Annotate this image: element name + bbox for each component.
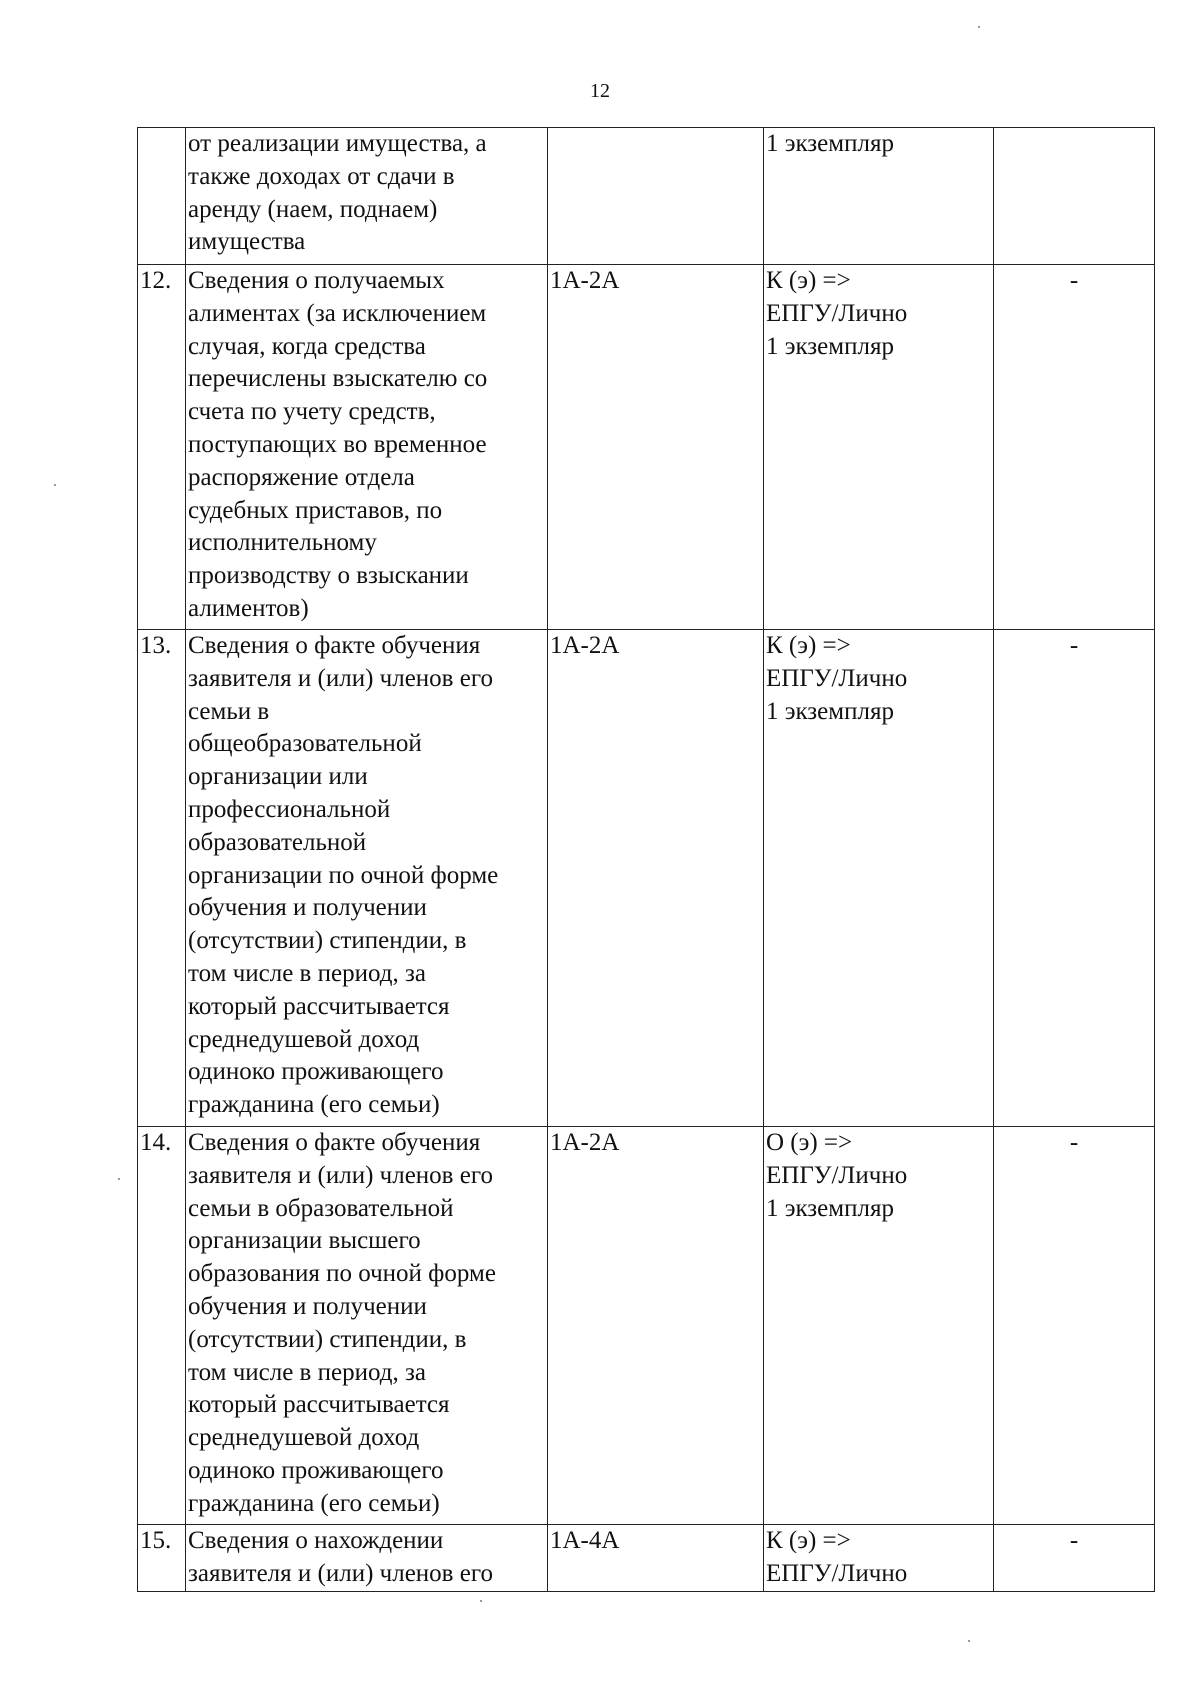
category-code — [548, 128, 764, 265]
page-number: 12 — [590, 80, 610, 102]
table-row — [138, 1525, 1155, 1592]
document-name-text: Сведения о факте обучения заявителя и (или) членов его семьи в образовательной организации высшего образования по очной форме обучения и получении (отсутствии) стипендии, в том числе в период, за который рассчитывается среднедушевой доход одиноко проживающего гражданина (его семьи) — [188, 1129, 496, 1517]
scan-speck — [480, 1600, 482, 1602]
table-row — [138, 1127, 1155, 1525]
document-name-text: от реализации имущества, а также доходах от сдачи в аренду (наем, поднаем) имущества — [188, 130, 487, 256]
scan-speck — [54, 484, 56, 486]
category-code: 1А-2А — [548, 630, 764, 1127]
document-name — [186, 128, 548, 265]
submission-form — [764, 630, 994, 1127]
table-row — [138, 265, 1155, 630]
note-cell: - — [994, 265, 1155, 630]
submission-form — [764, 1525, 994, 1592]
document-name — [186, 630, 548, 1127]
category-code: 1А-2А — [548, 265, 764, 630]
document-name-text: Сведения о получаемых алиментах (за исключением случая, когда средства перечислены взыскателю со счета по учету средств, поступающих во временное распоряжение отдела судебных приставов, по исполнительному производству о взыскании алиментов) — [188, 267, 488, 622]
scan-speck — [968, 1640, 970, 1642]
document-name — [186, 1127, 548, 1525]
row-number: 13. — [138, 630, 186, 1127]
scan-speck — [118, 1178, 120, 1180]
document-name — [186, 1525, 548, 1592]
note-cell: - — [994, 1127, 1155, 1525]
scan-speck — [978, 26, 980, 28]
row-number: 15. — [138, 1525, 186, 1592]
submission-form — [764, 265, 994, 630]
note-cell: - — [994, 1525, 1155, 1592]
table-row — [138, 128, 1155, 265]
document-name — [186, 265, 548, 630]
note-cell: - — [994, 630, 1155, 1127]
submission-form-text: О (э) => ЕПГУ/Лично 1 экземпляр — [766, 1129, 908, 1222]
submission-form-text: 1 экземпляр — [766, 130, 894, 157]
note-cell — [994, 128, 1155, 265]
row-number: 12. — [138, 265, 186, 630]
row-number — [138, 128, 186, 265]
submission-form — [764, 128, 994, 265]
row-number: 14. — [138, 1127, 186, 1525]
document-name-text: Сведения о нахождении заявителя и (или) членов его — [188, 1527, 493, 1587]
table-row — [138, 630, 1155, 1127]
document-name-text: Сведения о факте обучения заявителя и (или) членов его семьи в общеобразовательной организации или профессиональной образовательной организации по очной форме обучения и получении (отсутствии) стипендии, в том числе в период, за который рассчитывается среднедушевой доход одиноко проживающего гражданина (его семьи) — [188, 632, 499, 1119]
submission-form-text: К (э) => ЕПГУ/Лично 1 экземпляр — [766, 632, 908, 725]
category-code: 1А-4А — [548, 1525, 764, 1592]
category-code: 1А-2А — [548, 1127, 764, 1525]
submission-form — [764, 1127, 994, 1525]
document-table — [137, 127, 1155, 1592]
submission-form-text: К (э) => ЕПГУ/Лично 1 экземпляр — [766, 267, 908, 360]
submission-form-text: К (э) => ЕПГУ/Лично — [766, 1527, 908, 1587]
